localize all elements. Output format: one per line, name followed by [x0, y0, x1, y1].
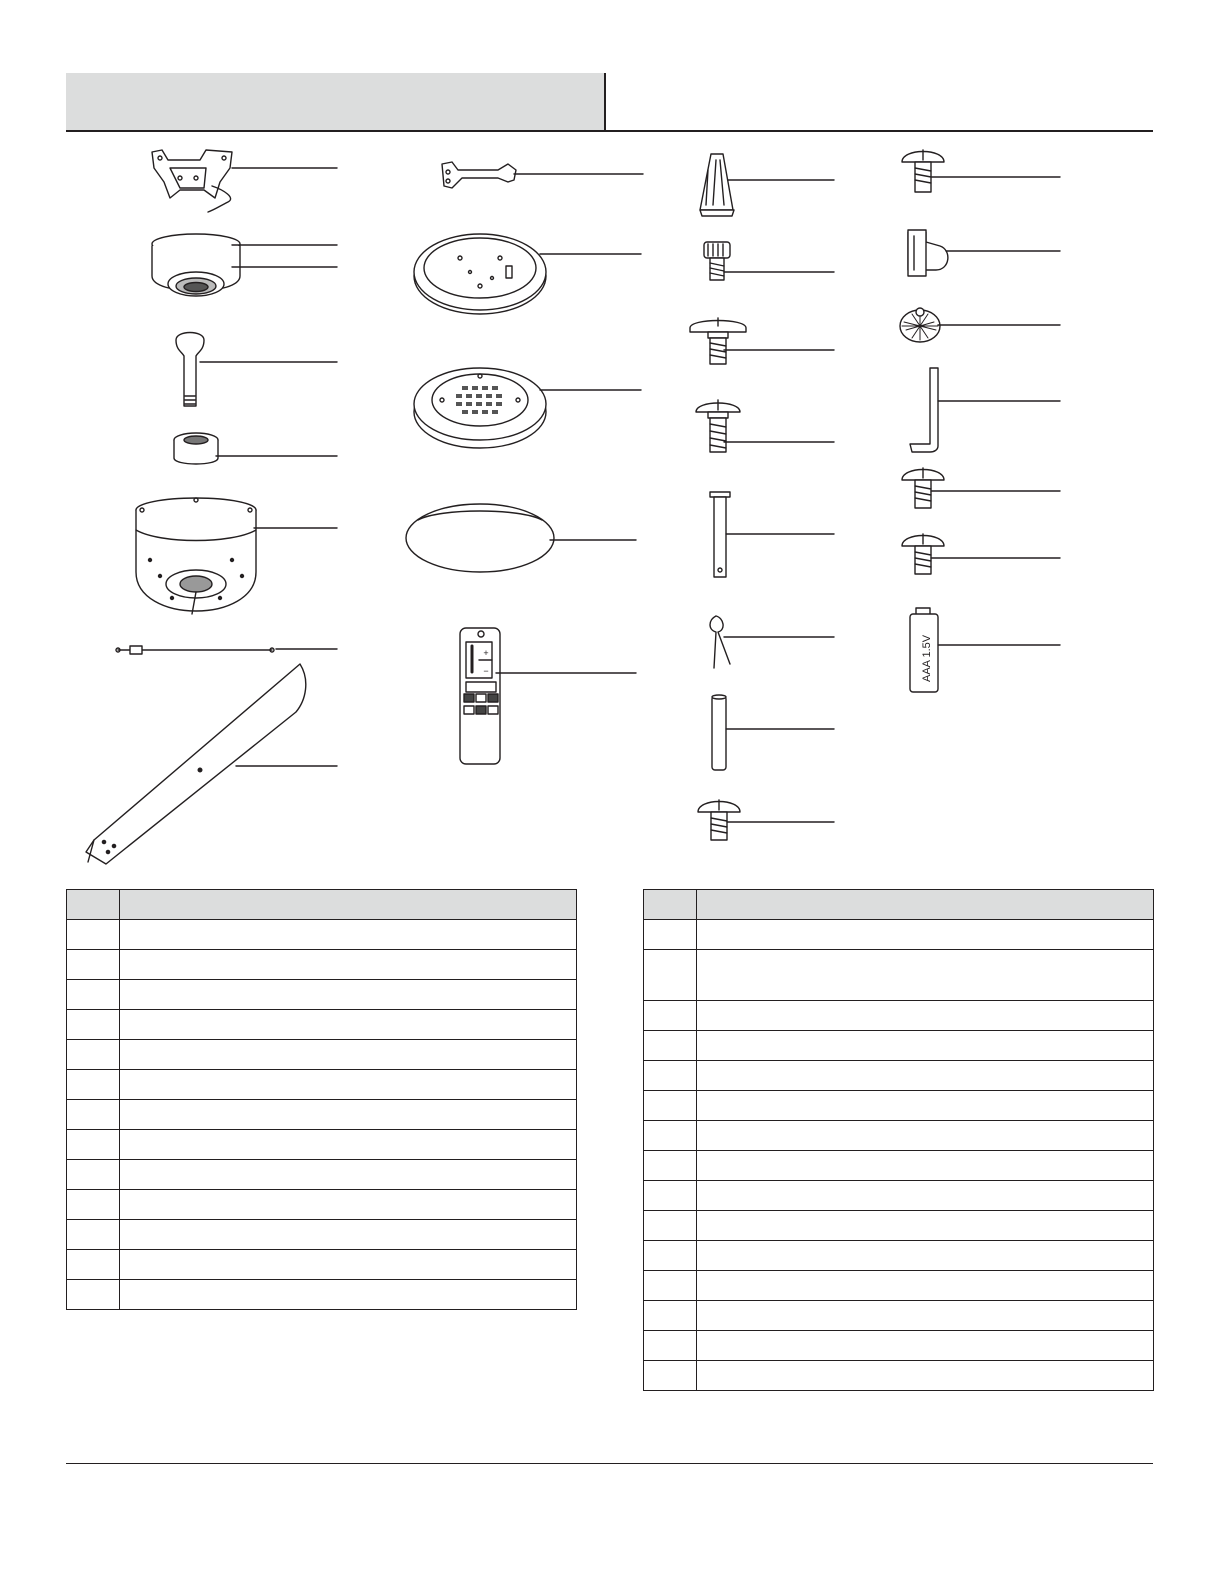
table-row: [644, 1061, 1154, 1091]
hanger-hook-illustration: [442, 162, 516, 188]
battery-label: AAA 1.5V: [921, 634, 933, 682]
parts-table-left-body: [67, 920, 577, 1310]
cell-part: [67, 1070, 120, 1100]
cell-description: [697, 1181, 1154, 1211]
wire-connector-illustration: [700, 154, 734, 216]
remote-control-illustration: [460, 628, 500, 764]
cell-description: [120, 1190, 577, 1220]
cell-part: [644, 1361, 697, 1391]
table-row: [67, 980, 577, 1010]
parts-table-left: [66, 889, 577, 1310]
cell-part: [67, 1010, 120, 1040]
cell-part: [644, 1271, 697, 1301]
table-header-row: [644, 890, 1154, 920]
cell-description: [697, 950, 1154, 1001]
cell-description: [697, 1301, 1154, 1331]
table-row: [67, 1220, 577, 1250]
cell-part: [67, 1130, 120, 1160]
cell-description: [697, 1241, 1154, 1271]
table-row: [67, 1160, 577, 1190]
cell-description: [697, 1361, 1154, 1391]
cell-description: [697, 1121, 1154, 1151]
cell-description: [697, 1271, 1154, 1301]
allen-wrench-illustration: [910, 368, 938, 452]
header-cell-part: [644, 890, 697, 920]
table-row: [67, 1250, 577, 1280]
header-cell-description: [120, 890, 577, 920]
table-row: [644, 1031, 1154, 1061]
blade-pin-illustration: [712, 695, 726, 770]
table-row: [67, 1130, 577, 1160]
cell-part: [67, 1220, 120, 1250]
table-row: [67, 1070, 577, 1100]
blade-screw-illustration: [696, 400, 740, 452]
table-row: [67, 950, 577, 980]
table-row: [644, 1121, 1154, 1151]
cell-part: [644, 1301, 697, 1331]
cell-part: [67, 920, 120, 950]
cell-part: [67, 1160, 120, 1190]
cell-part: [644, 1061, 697, 1091]
washer-head-screw-illustration: [690, 318, 746, 364]
cell-description: [120, 1070, 577, 1100]
table-row: [67, 920, 577, 950]
safety-cable-illustration: [116, 646, 274, 654]
cell-part: [644, 1211, 697, 1241]
remote-minus-label: −: [483, 666, 489, 676]
cell-description: [120, 950, 577, 980]
header-cell-part: [67, 890, 120, 920]
balancing-clip-illustration: [900, 308, 940, 342]
cell-part: [644, 1121, 697, 1151]
led-light-module-illustration: [414, 368, 546, 448]
cell-part: [67, 1040, 120, 1070]
downrod-illustration: [176, 333, 204, 407]
cell-description: [120, 1250, 577, 1280]
table-header-row: [67, 890, 577, 920]
aaa-battery-illustration: [910, 608, 938, 692]
table-row: [67, 1040, 577, 1070]
table-row: [644, 1091, 1154, 1121]
coupling-cover-illustration: [174, 433, 218, 464]
cell-part: [67, 1280, 120, 1310]
receiver-clip-illustration: [908, 230, 948, 276]
thumb-screw-illustration: [704, 242, 730, 280]
cell-part: [67, 950, 120, 980]
table-row: [644, 1271, 1154, 1301]
cell-part: [67, 1190, 120, 1220]
cell-part: [67, 1100, 120, 1130]
table-row: [644, 1331, 1154, 1361]
table-row: [644, 950, 1154, 1001]
cell-description: [120, 1280, 577, 1310]
mounting-screw-illustration-1: [902, 150, 944, 192]
table-row: [644, 1151, 1154, 1181]
cell-description: [120, 1130, 577, 1160]
glass-shade-illustration: [406, 504, 554, 572]
cell-part: [644, 1031, 697, 1061]
remote-plus-label: +: [483, 648, 489, 658]
cell-part: [67, 1250, 120, 1280]
cell-description: [697, 920, 1154, 950]
table-row: [67, 1190, 577, 1220]
canopy-illustration: [152, 234, 240, 296]
small-screw-illustration-3: [698, 800, 740, 840]
cell-description: [697, 1031, 1154, 1061]
mounting-screw-illustration-2: [902, 468, 944, 508]
parts-table-right-body: [644, 920, 1154, 1391]
mounting-bracket-illustration: [152, 150, 232, 212]
table-row: [67, 1010, 577, 1040]
cell-part: [644, 1331, 697, 1361]
cell-part: [644, 920, 697, 950]
cell-description: [120, 1220, 577, 1250]
cell-part: [644, 1151, 697, 1181]
header-cell-description: [697, 890, 1154, 920]
table-row: [67, 1280, 577, 1310]
cell-description: [120, 1040, 577, 1070]
parts-table-right: [643, 889, 1154, 1391]
mounting-screw-illustration-3: [902, 534, 944, 574]
cell-part: [67, 980, 120, 1010]
cell-description: [120, 980, 577, 1010]
table-row: [67, 1100, 577, 1130]
cell-description: [697, 1061, 1154, 1091]
cell-part: [644, 1241, 697, 1271]
light-kit-plate-illustration: [414, 234, 546, 314]
cell-description: [697, 1151, 1154, 1181]
cell-description: [120, 1010, 577, 1040]
table-row: [644, 1211, 1154, 1241]
table-row: [644, 1361, 1154, 1391]
cell-description: [697, 1211, 1154, 1241]
cell-description: [697, 1001, 1154, 1031]
cell-description: [120, 920, 577, 950]
cell-description: [697, 1331, 1154, 1361]
cell-description: [120, 1160, 577, 1190]
footer-rule: [66, 1463, 1153, 1464]
cell-description: [120, 1100, 577, 1130]
cell-description: [697, 1091, 1154, 1121]
cell-part: [644, 1181, 697, 1211]
fan-blade-illustration: [86, 664, 306, 864]
table-row: [644, 920, 1154, 950]
hairpin-clip-illustration: [710, 616, 730, 668]
cell-part: [644, 1001, 697, 1031]
table-row: [644, 1001, 1154, 1031]
table-row: [644, 1181, 1154, 1211]
table-row: [644, 1301, 1154, 1331]
table-row: [644, 1241, 1154, 1271]
motor-housing-illustration: [136, 498, 256, 614]
cell-part: [644, 1091, 697, 1121]
cell-part: [644, 950, 697, 1001]
